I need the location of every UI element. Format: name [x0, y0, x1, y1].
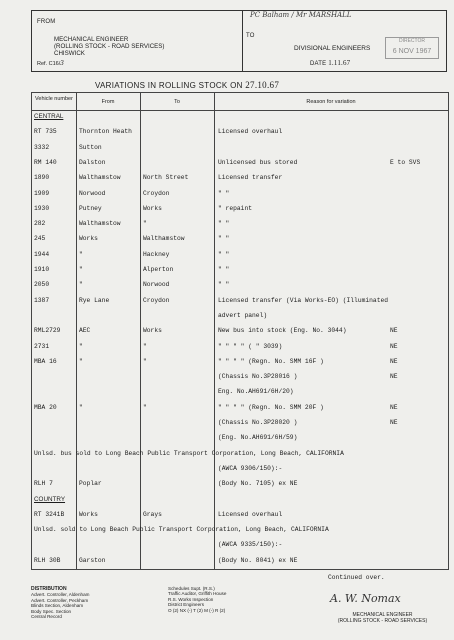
distribution-item: Blinds Section, Aldenham [31, 603, 84, 609]
vehicle-cell: 1944 [34, 250, 50, 258]
reason-cell: Licensed overhaul [218, 128, 283, 136]
table-row [32, 112, 448, 122]
header-divider [32, 110, 448, 111]
to-cell: North Street [143, 174, 189, 182]
table-row [32, 189, 448, 199]
vehicle-cell: RLH 7 [34, 480, 53, 488]
extra-cell: NE [390, 419, 398, 426]
from-cell: Works [79, 235, 98, 243]
from-cell: Dalston [79, 158, 106, 166]
from-line: CHISWICK [54, 50, 85, 57]
to-cell: Grays [143, 510, 162, 518]
reason-cell: Licensed overhaul [218, 510, 283, 518]
from-cell: " [79, 281, 83, 289]
vehicle-cell: MBA 16 [34, 357, 57, 365]
from-cell: " [79, 266, 83, 273]
from-cell: " [79, 342, 83, 350]
vehicle-cell: 245 [34, 235, 46, 243]
to-cell: Croydon [143, 189, 170, 197]
from-cell: Thornton Heath [79, 128, 132, 136]
schedules-list [168, 586, 226, 613]
table-row [32, 204, 448, 214]
table-row [32, 357, 448, 367]
extra-cell: NE [390, 403, 398, 411]
vehicle-cell: 1387 [34, 296, 50, 304]
reason-cell: " " [218, 220, 230, 228]
table-row [32, 479, 448, 489]
table-row [32, 510, 448, 520]
vehicle-cell: MBA 20 [34, 403, 57, 411]
from-section [32, 11, 243, 71]
reason-cell: advert panel) [218, 311, 268, 319]
schedules-item: Schedules Supt. (R.S.) [168, 586, 215, 591]
to-cell: Works [143, 327, 162, 335]
reason-cell: (Eng. No.AH691/6H/59) [218, 434, 298, 442]
distribution-item: Central Record [31, 614, 62, 620]
table-row [32, 540, 448, 550]
reason-cell: (Chassis No.3P28020 ) [218, 419, 298, 426]
to-label: TO [246, 33, 255, 39]
table-row [32, 433, 448, 443]
schedules-item: Traffic Auditor, Griffith House [168, 591, 227, 597]
reason-cell: New bus into stock (Eng. No. 3044) [218, 327, 347, 335]
schedules-item: District Engineers [168, 602, 204, 608]
reason-cell: (AWCA 9335/150):- [218, 541, 283, 549]
distribution-item: Advert. Controller, Aldenham [31, 592, 90, 598]
vehicle-cell: RLH 30B [34, 556, 61, 564]
reason-cell: " repaint [218, 204, 253, 212]
from-cell: Garston [79, 556, 106, 564]
reason-cell: Licensed transfer [218, 174, 283, 182]
to-cell: Croydon [143, 296, 170, 304]
table-row [32, 525, 448, 535]
reason-cell: " " " " ( " 3039) [218, 342, 283, 350]
table-row [32, 143, 448, 153]
header-box [31, 10, 447, 72]
extra-cell: E to SVS [390, 158, 421, 166]
to-cell: " [143, 403, 147, 411]
vehicle-cell: 282 [34, 220, 46, 228]
table-title: VARIATIONS IN ROLLING STOCK ON 27.10.67 [95, 80, 280, 90]
vehicle-cell: 2731 [34, 342, 50, 350]
from-line: MECHANICAL ENGINEER [54, 36, 129, 43]
reason-cell: " " [218, 250, 230, 258]
to-cell: " [143, 220, 147, 228]
reason-cell: " " [218, 189, 230, 197]
table-row [32, 372, 448, 382]
from-cell: " [79, 357, 83, 365]
reason-cell: Licensed transfer (Via Works-EO) (Illuminated [218, 296, 389, 304]
from-cell: Rye Lane [79, 296, 110, 304]
from-cell: Works [79, 510, 98, 518]
table-row [32, 342, 448, 352]
variations-table [31, 92, 449, 570]
table-row [32, 173, 448, 183]
handwritten-addressee: PC Balham / Mr MARSHALL [250, 11, 352, 19]
vehicle-cell: 3332 [34, 143, 50, 151]
vehicle-cell: 1930 [34, 204, 50, 212]
reason-cell: " " [218, 235, 230, 243]
from-cell: Walthamstow [79, 174, 121, 182]
vehicle-cell: RT 735 [34, 128, 57, 136]
table-row [32, 250, 448, 260]
column-header-reason: Reason for variation [306, 99, 356, 105]
reason-cell: (Body No. 8041) ex NE [218, 556, 298, 564]
from-address [54, 36, 164, 57]
table-row [32, 418, 448, 428]
reason-cell: Unlicensed bus stored [218, 158, 298, 166]
vehicle-cell: 1890 [34, 174, 50, 182]
column-header-from: From [101, 99, 115, 105]
vehicle-cell: RT 3241B [34, 510, 65, 518]
table-row [32, 464, 448, 474]
reason-cell: " " [218, 266, 230, 273]
reason-cell: " " [218, 281, 230, 289]
table-row [32, 403, 448, 413]
vehicle-cell: RML2729 [34, 327, 61, 335]
vehicle-cell: RM 140 [34, 158, 57, 166]
reason-cell: Eng. No.AH691/6H/20) [218, 388, 294, 396]
column-header-vehicle: Vehicle number [35, 96, 73, 102]
table-row [32, 296, 448, 306]
reason-cell: " " " " (Regn. No. SMM 20F ) [218, 403, 324, 411]
to-cell: Works [143, 204, 162, 212]
to-cell: " [143, 342, 147, 350]
table-row [32, 495, 448, 505]
vehicle-cell: Unlsd. bus sold to Long Beach Public Transport Corporation, Long Beach, CALIFORNIA [34, 449, 344, 457]
to-recipient: DIVISIONAL ENGINEERS [294, 45, 371, 52]
vehicle-cell: COUNTRY [34, 495, 66, 503]
reason-cell: (Body No. 7105) ex NE [218, 480, 298, 488]
extra-cell: NE [390, 373, 398, 381]
reason-cell: (Chassis No.3P28016 ) [218, 373, 298, 381]
to-cell: Alperton [143, 266, 174, 273]
table-row [32, 387, 448, 397]
from-cell: Sutton [79, 143, 102, 151]
to-cell: " [143, 357, 147, 365]
vehicle-cell: CENTRAL [34, 113, 64, 120]
date-field: DATE 1.11.67 [310, 59, 351, 67]
table-row [32, 265, 448, 275]
to-cell: Walthamstow [143, 235, 185, 243]
table-row [32, 326, 448, 336]
received-stamp: DIRECTOR 6 NOV 1967 [385, 37, 439, 59]
ref-number: Ref. C16/3 [37, 59, 64, 67]
distribution-item: Body Spec. Section [31, 608, 72, 614]
to-cell: Hackney [143, 250, 170, 258]
vehicle-cell: 1910 [34, 266, 50, 273]
reason-cell: (AWCA 9306/150):- [218, 464, 283, 472]
vehicle-cell: Unlsd. sold to Long Beach Public Transport Corporation, Long Beach, CALIFORNIA [34, 526, 329, 534]
continued-note: Continued over. [328, 574, 385, 581]
vehicle-cell: 1909 [34, 189, 50, 197]
vehicle-cell: 2050 [34, 281, 50, 289]
table-row [32, 127, 448, 137]
signature-title: MECHANICAL ENGINEER (ROLLING STOCK - ROAD SERVICES) [337, 612, 428, 624]
table-row [32, 556, 448, 566]
from-cell: " [79, 250, 83, 258]
table-row [32, 234, 448, 244]
from-cell: Norwood [79, 189, 106, 197]
from-cell: Poplar [79, 480, 102, 488]
from-cell: Walthamstow [79, 220, 121, 228]
table-row [32, 449, 448, 459]
table-row [32, 219, 448, 229]
signature: A. W. Nomax [330, 592, 401, 605]
from-cell: " [79, 403, 83, 411]
distribution-list [31, 586, 89, 619]
table-row [32, 158, 448, 168]
table-row [32, 311, 448, 321]
from-cell: AEC [79, 327, 91, 335]
schedules-item: R.S. Works Inspection [168, 596, 214, 602]
from-label: FROM [37, 19, 56, 25]
schedules-item: O (2) NX (-) T (2) M (-) R (2) [168, 607, 226, 613]
extra-cell: NE [390, 342, 398, 350]
table-row [32, 280, 448, 290]
distribution-title: DISTRIBUTION [31, 586, 67, 592]
extra-cell: NE [390, 327, 398, 335]
from-line: (ROLLING STOCK - ROAD SERVICES) [54, 43, 165, 50]
extra-cell: NE [390, 357, 398, 365]
distribution-item: Advert. Controller, Peckham [31, 597, 89, 603]
column-header-to: To [174, 99, 180, 105]
from-cell: Putney [79, 204, 102, 212]
reason-cell: " " " " (Regn. No. SMM 16F ) [218, 357, 324, 365]
to-cell: Norwood [143, 281, 170, 289]
